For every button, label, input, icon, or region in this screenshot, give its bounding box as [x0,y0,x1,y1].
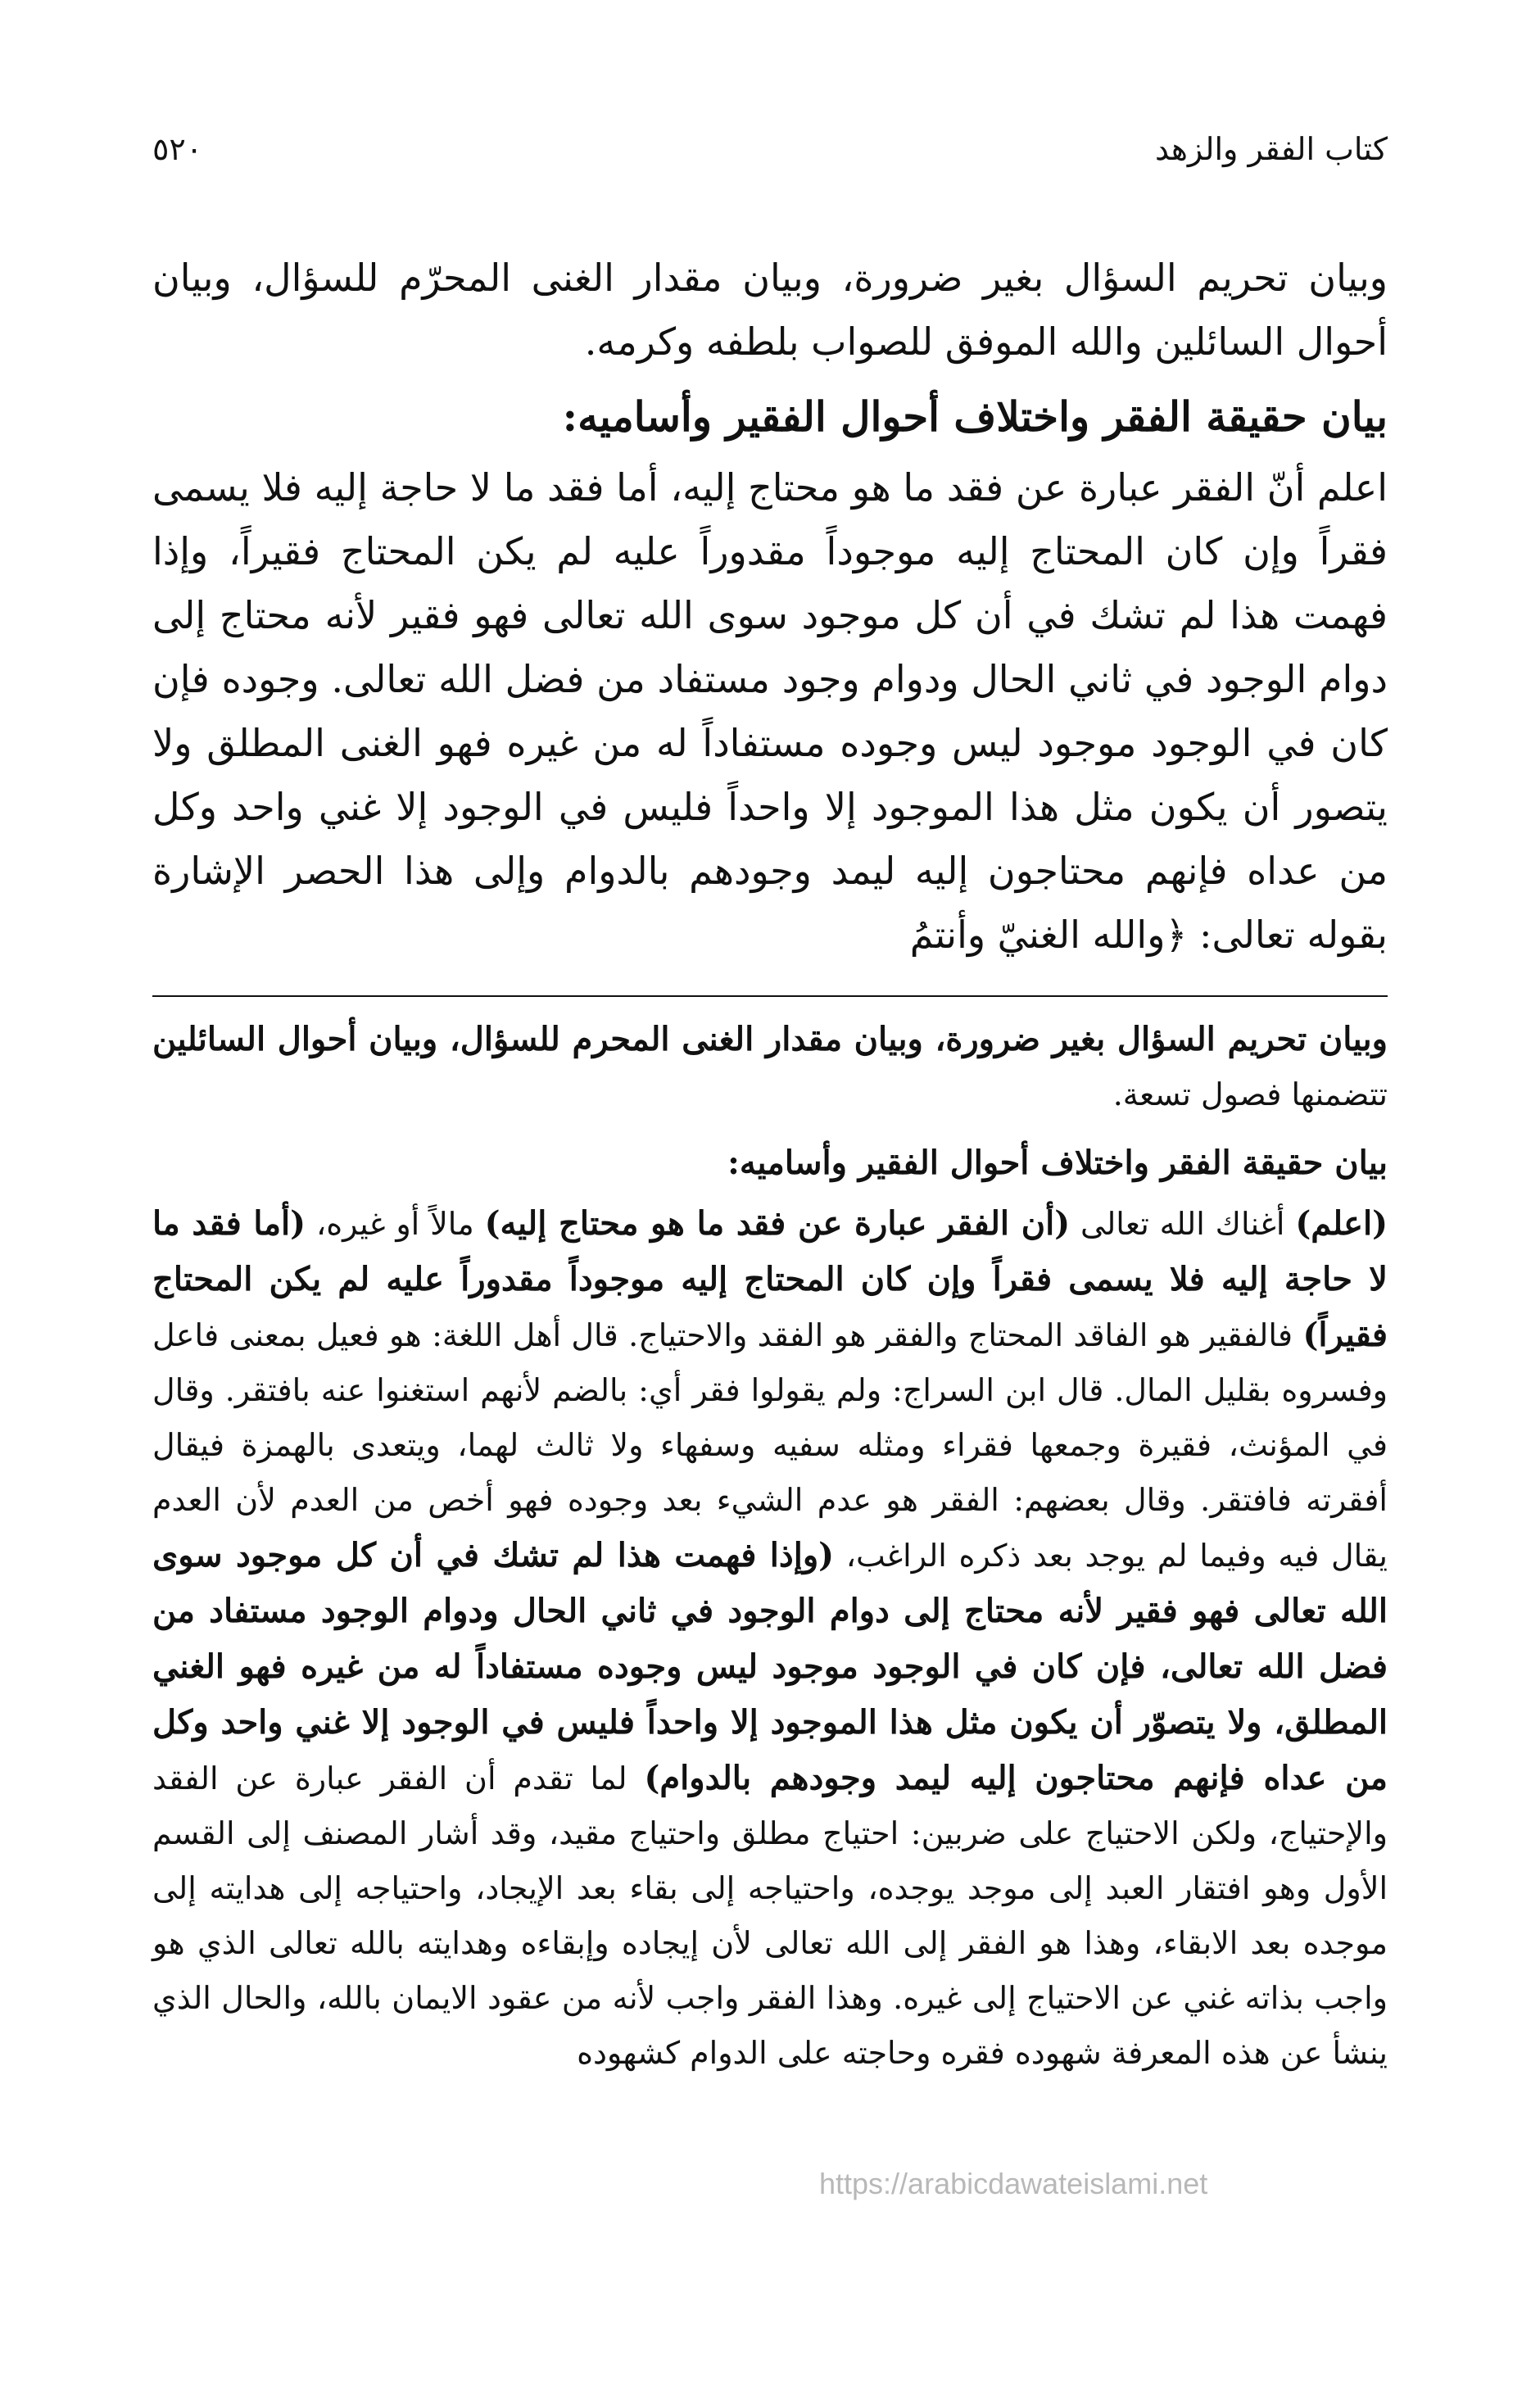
quote-2: (أن الفقر عبارة عن فقد ما هو محتاج إليه) [484,1204,1071,1243]
commentary-intro-note: تتضمنها فصول تسعة. [1112,1076,1388,1112]
page-header [152,131,1388,197]
commentary-text [152,1012,1388,2081]
commentary-intro [152,1012,1388,1122]
quote-4: (وإذا فهمت هذا لم تشك في أن كل موجود سوى الله تعالى فهو فقير لأنه محتاج إلى دوام الوجود في ثاني الحال ودوام الوجود مستفاد من فضل الله تعالى، فإن كان في الوجود موجود ليس وجوده مستفاداً له من غيره فهو الغني المطلق، ولا يتصوّر أن يكون مثل هذا الموجود إلا واحداً فليس في الوجود إلا غني واحد وكل من عداه فإنهم محتاجون إليه ليمد وجودهم بالدوام) [152,1536,1388,1797]
quote-3: (أما فقد ما لا حاجة إليه فلا يسمى فقراً وإن كان المحتاج إليه موجوداً مقدوراً عليه لم يكن المحتاج فقيراً) [152,1204,1388,1354]
note-4: لما تقدم أن الفقر عبارة عن الفقد والإحتياج، ولكن الاحتياج على ضربين: احتياج مطلق واحتياج مقيد، وقد أشار المصنف إلى القسم الأول وهو افتقار العبد إلى موجد يوجده، واحتياجه إلى بقاء بعد الإيجاد، واحتياجه إلى هدايته إلى موجده بعد الابقاء، وهذا هو الفقر إلى الله تعالى لأن إيجاده وإبقاءه وهدايته بالله تعالى الذي هو واجب بذاته غني عن الاحتياج إلى غيره. وهذا الفقر واجب لأنه من عقود الايمان بالله، والحال الذي ينشأ عن هذه المعرفة شهوده فقره وحاجته على الدوام كشهوده [152,1760,1388,2071]
commentary-intro-quote: وبيان تحريم السؤال بغير ضرورة، وبيان مقدار الغنى المحرم للسؤال، وبيان أحوال السائلين [152,1020,1388,1058]
note-2: مالاً أو غيره، [306,1206,485,1242]
main-paragraph: اعلم أنّ الفقر عبارة عن فقد ما هو محتاج إليه، أما فقد ما لا حاجة إليه فلا يسمى فقراً وإن كان المحتاج إليه موجوداً مقدوراً عليه لم يكن المحتاج فقيراً، وإذا فهمت هذا لم تشك في أن كل موجود سوى الله تعالى فهو فقير لأنه محتاج إلى دوام الوجود في ثاني الحال ودوام وجود مستفاد من فضل الله تعالى. وجوده فإن كان في الوجود موجود ليس وجوده مستفاداً له من غيره فهو الغنى المطلق ولا يتصور أن يكون مثل هذا الموجود إلا واحداً فليس في الوجود إلا غني واحد وكل من عداه فإنهم محتاجون إليه ليمد وجودهم بالدوام وإلى هذا الحصر الإشارة بقوله تعالى: ﴿والله الغنيّ وأنتمُ [152,465,1388,957]
main-intro: وبيان تحريم السؤال بغير ضرورة، وبيان مقدار الغنى المحرّم للسؤال، وبيان أحوال السائلين والله الموفق للصواب بلطفه وكرمه. [152,256,1388,364]
footnote-divider [152,995,1388,997]
page-number: ٥٢٠ [152,131,203,167]
commentary-paragraph [152,1196,1388,2081]
quote-1: (اعلم) [1295,1204,1388,1243]
running-title: كتاب الفقر والزهد [1154,131,1388,167]
commentary-heading: بيان حقيقة الفقر واختلاف أحوال الفقير وأساميه: [727,1144,1388,1182]
main-text [152,246,1388,967]
note-1: أغناك الله تعالى [1070,1206,1296,1242]
section-heading: بيان حقيقة الفقر واختلاف أحوال الفقير وأساميه: [562,392,1388,441]
watermark-url: https://arabicdawateislami.net [819,2167,1208,2200]
note-3: فالفقير هو الفاقد المحتاج والفقر هو الفقد والاحتياج. قال أهل اللغة: هو فعيل بمعنى فاعل وفسروه بقليل المال. قال ابن السراج: ولم يقولوا فقر أي: بالضم لأنهم استغنوا عنه بافتقر. وقال في المؤنث، فقيرة وجمعها فقراء ومثله سفيه وسفهاء ولا ثالث لهما، ويتعدى بالهمزة فيقال أفقرته فافتقر. وقال بعضهم: الفقر هو عدم الشيء بعد وجوده فهو أخص من العدم لأن العدم يقال فيه وفيما لم يوجد بعد ذكره الراغب، [152,1317,1388,1574]
